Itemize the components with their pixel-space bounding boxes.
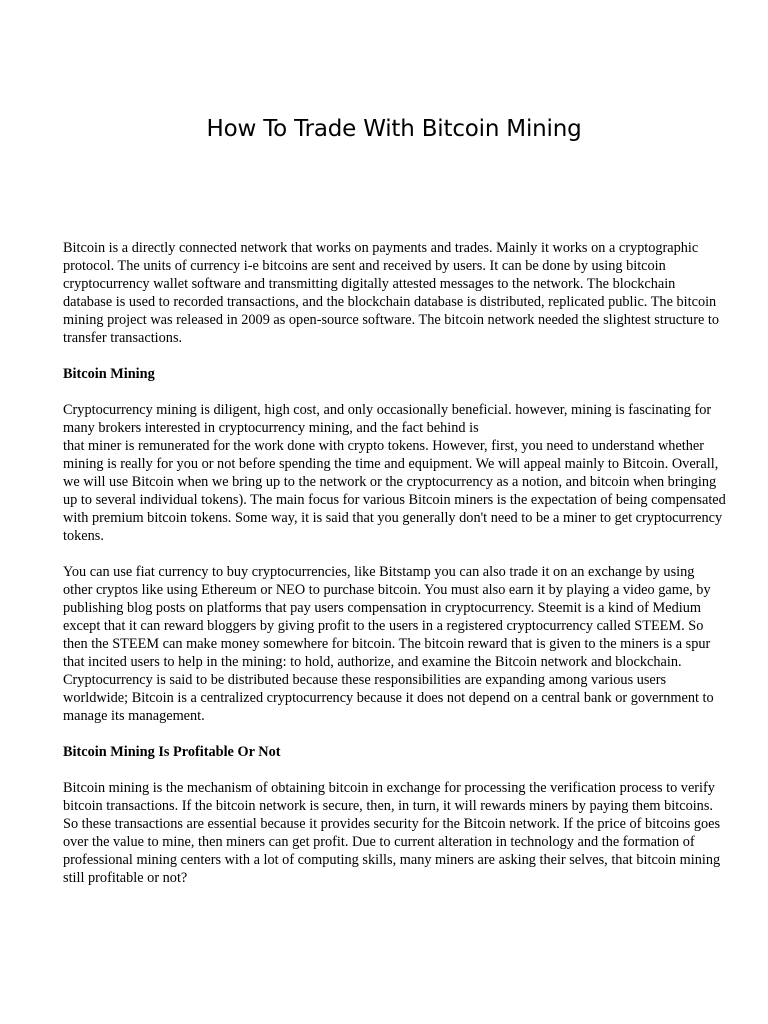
mining-paragraph-part-2: that miner is remunerated for the work done with crypto tokens. However, first, you need to understand whether mining is really for you or not before spending the time and equipment. We will appeal mainly to Bitcoin. Overall, we will use Bitcoin when we bring up to the network or the cryptocurrency as a notion, and bitcoin when bringing up to several individual tokens). The main focus for various Bitcoin miners is the expectation of being compensated with premium bitcoin tokens. Some way, it is said that you generally don't need to be a miner to get cryptocurrency tokens. [63,438,726,544]
mining-paragraph-part-1: Cryptocurrency mining is diligent, high cost, and only occasionally beneficial. however, mining is fascinating for many brokers interested in cryptocurrency mining, and the fact behind is [63,402,712,436]
fiat-currency-paragraph: You can use fiat currency to buy cryptocurrencies, like Bitstamp you can also trade it on an exchange by using other cryptos like using Ethereum or NEO to purchase bitcoin. You must also earn it by playing a video game, by publishing blog posts on platforms that pay users compensation in cryptocurrency. Steemit is a kind of Medium except that it can reward bloggers by giving profit to the users in a registered cryptocurrency called STEEM. So then the STEEM can make money somewhere for bitcoin. The bitcoin reward that is given to the miners is a spur that incited users to help in the mining: to hold, authorize, and examine the Bitcoin network and blockchain. Cryptocurrency is said to be distributed because these responsibilities are expanding among various users worldwide; Bitcoin is a centralized cryptocurrency because it does not depend on a central bank or government to manage its management. [63,564,714,724]
section-heading-profitable: Bitcoin Mining Is Profitable Or Not [63,744,281,760]
section-heading-bitcoin-mining: Bitcoin Mining [63,366,155,382]
document-title: How To Trade With Bitcoin Mining [206,116,582,142]
document-body [63,239,727,887]
profitability-paragraph: Bitcoin mining is the mechanism of obtaining bitcoin in exchange for processing the verification process to verify bitcoin transactions. If the bitcoin network is secure, then, in turn, it will rewards miners by paying them bitcoins. So these transactions are essential because it provides security for the Bitcoin network. If the price of bitcoins goes over the value to mine, then miners can get profit. Due to current alteration in technology and the formation of professional mining centers with a lot of computing skills, many miners are asking their selves, that bitcoin mining still profitable or not? [63,780,721,886]
intro-paragraph: Bitcoin is a directly connected network that works on payments and trades. Mainly it works on a cryptographic protocol. The units of currency i-e bitcoins are sent and received by users. It can be done by using bitcoin cryptocurrency wallet software and transmitting digitally attested messages to the network. The blockchain database is used to recorded transactions, and the blockchain database is distributed, replicated public. The bitcoin mining project was released in 2009 as open-source software. The bitcoin network needed the slightest structure to transfer transactions. [63,240,720,346]
